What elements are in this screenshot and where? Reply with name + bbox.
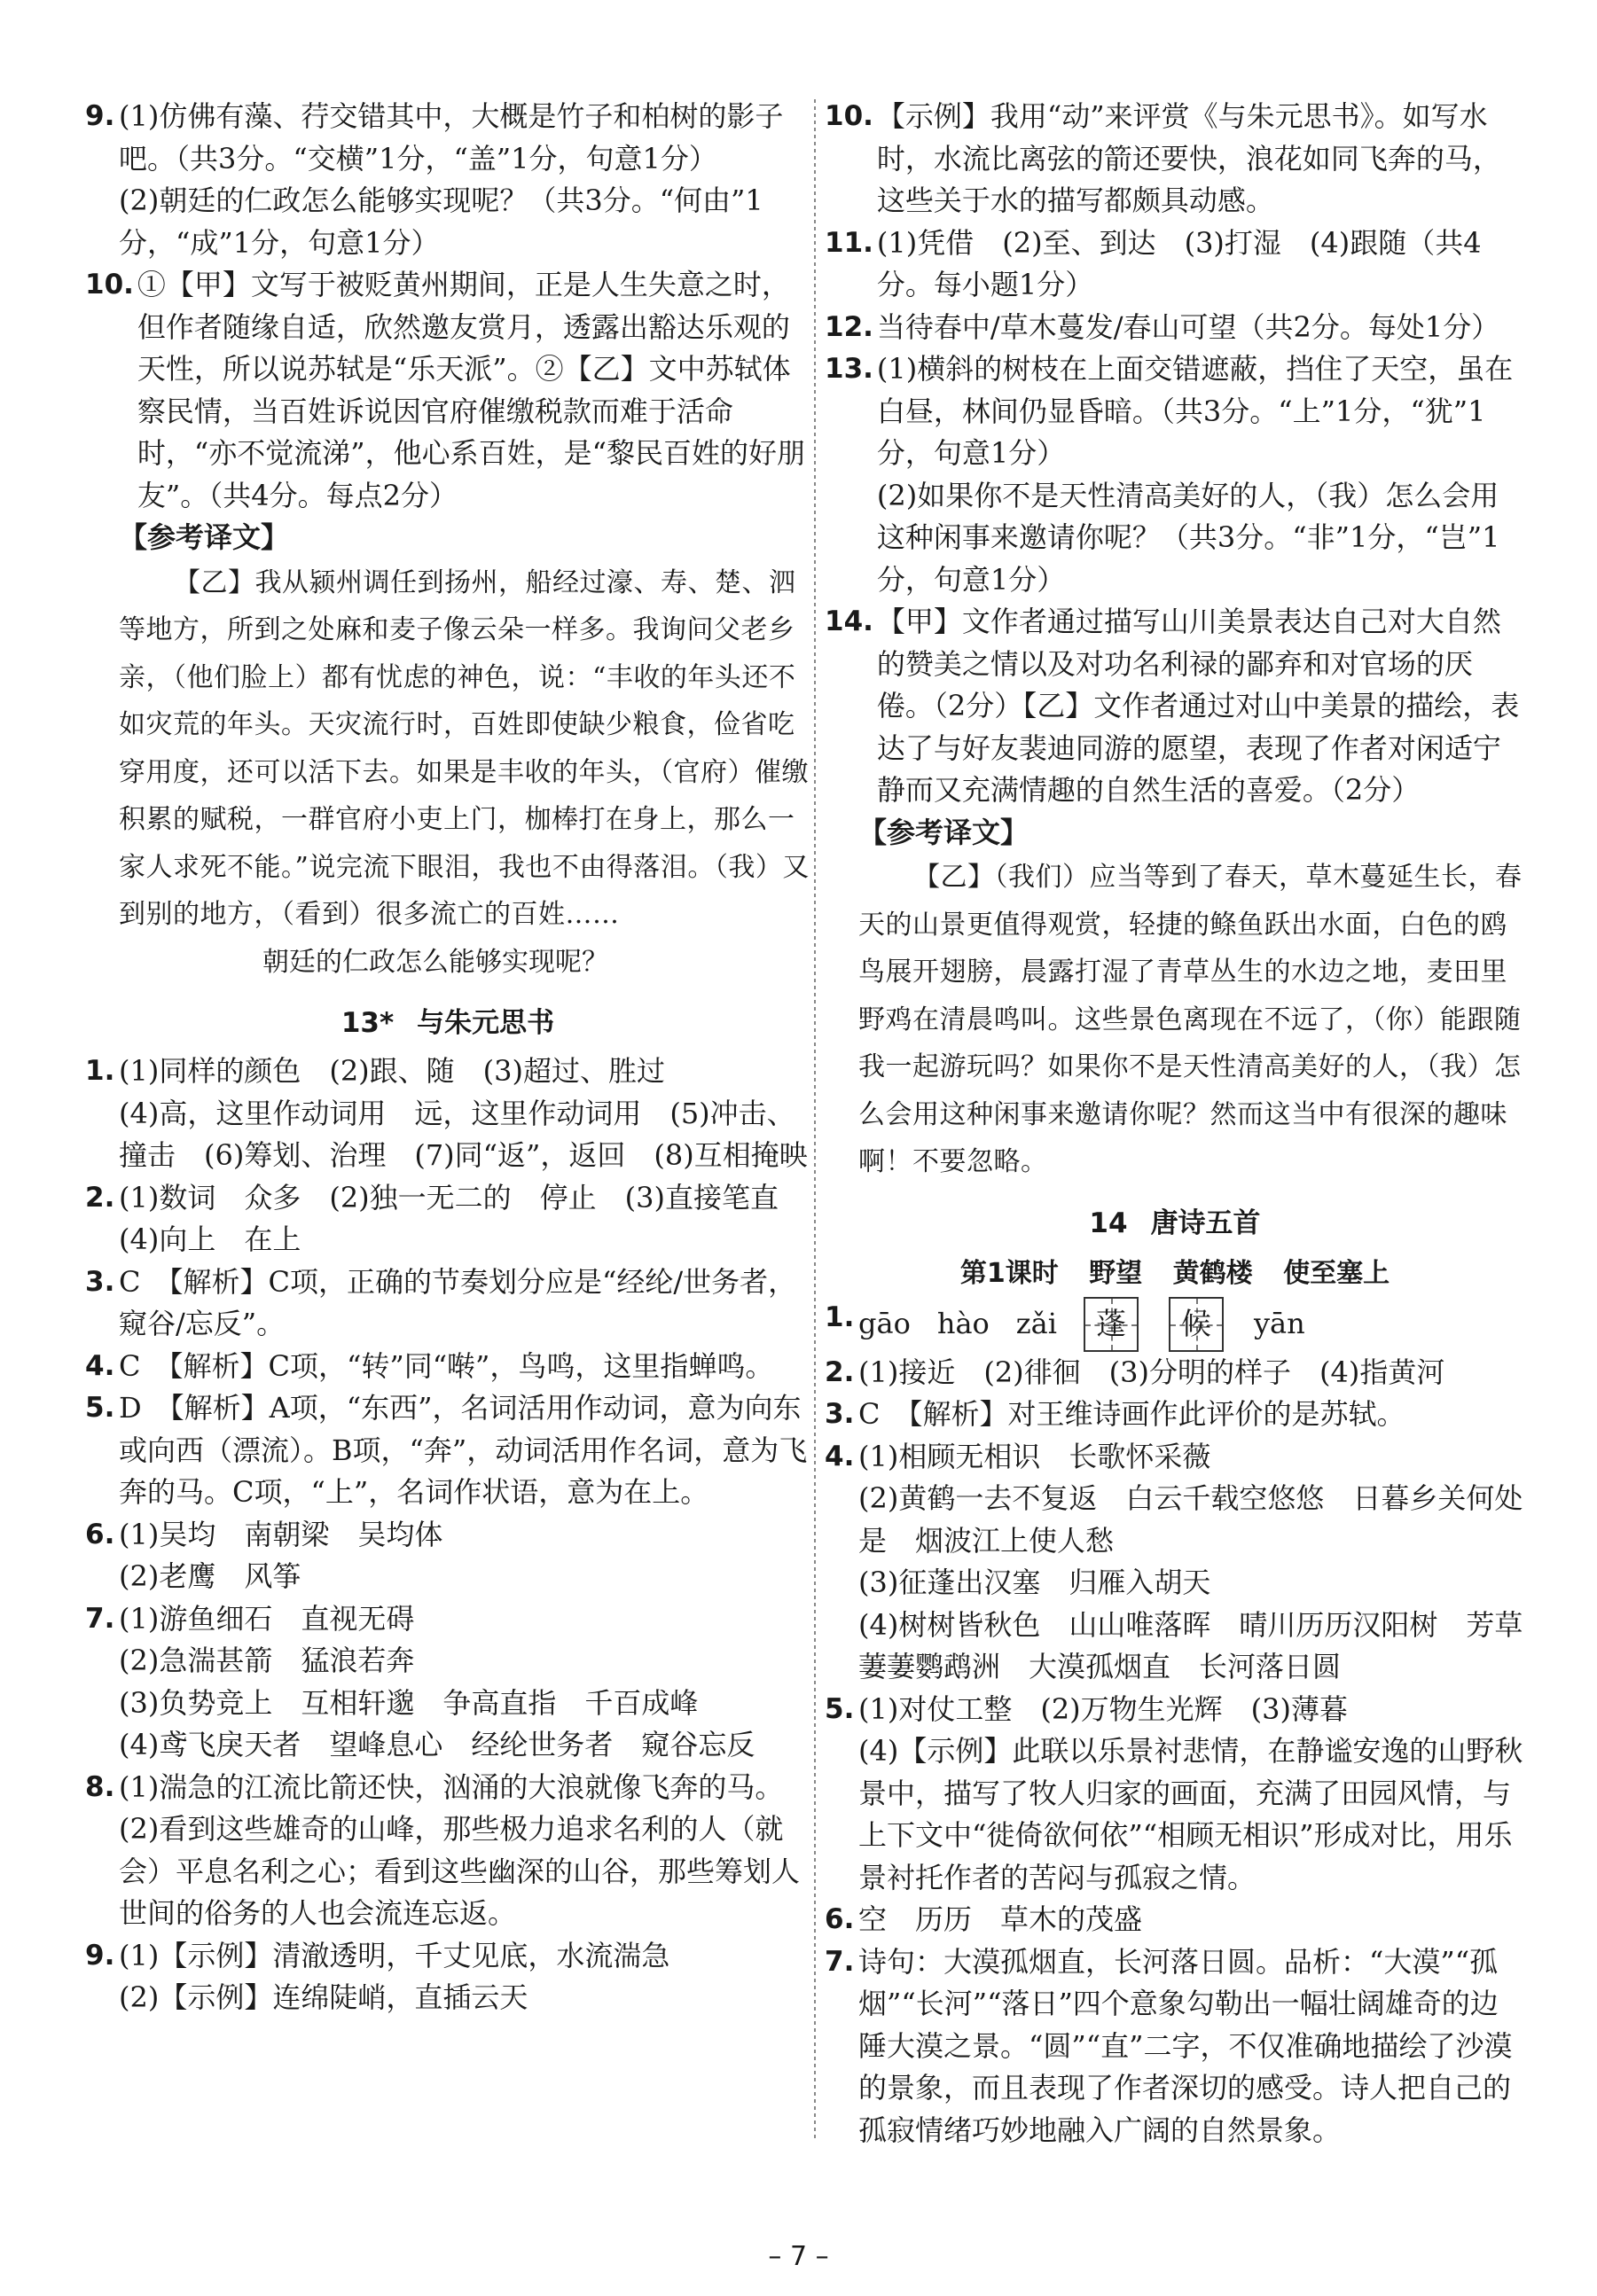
lesson-subtitle [825, 1251, 1525, 1290]
answer-text: (4)树树皆秋色 山山唯落晖 晴川历历汉阳树 芳草萋萋鹦鹉洲 大漠孤烟直 长河落日圆 [858, 1607, 1523, 1683]
answer-text: C 【解析】C项，“转”同“啭”，鸟鸣，这里指蝉鸣。 [119, 1348, 774, 1383]
question-number: 3. [825, 1398, 855, 1430]
s13-answer-2 [85, 1177, 810, 1261]
poem-title: 黄鹤楼 [1172, 1257, 1253, 1289]
section-number: 14 [1089, 1207, 1128, 1239]
answer-text: 诗句：大漠孤烟直，长河落日圆。品析：“大漠”“孤烟”“长河”“落日”四个意象勾勒出一幅壮阔雄奇的边陲大漠之景。“圆”“直”二字，不仅准确地描绘了沙漠的景象，而且表现了作者深切的感受。诗人把自己的孤寂情绪巧妙地融入广阔的自然景象。 [858, 1944, 1513, 2147]
answer-text: (2)如果你不是天性清高美好的人，（我）怎么会用这种闲事来邀请你呢？（共3分。“非”1分，“岂”1分，句意1分） [876, 478, 1500, 597]
s13-answer-7 [85, 1598, 810, 1767]
answer-text: (2)急湍甚箭 猛浪若奔 [119, 1644, 415, 1677]
reference-translation-end: 朝廷的仁政怎么能够实现呢？ [262, 946, 608, 978]
left-column [85, 96, 810, 2019]
answer-10-right [825, 96, 1525, 223]
s13-answer-9 [85, 1935, 810, 2019]
answer-text: C 【解析】对王维诗画作此评价的是苏轼。 [858, 1397, 1405, 1431]
question-number: 7. [825, 1945, 855, 1978]
lesson-label: 第1课时 [959, 1257, 1059, 1289]
s14-answer-5 [825, 1689, 1525, 1900]
question-number: 6. [825, 1903, 855, 1935]
answer-text: (1)吴均 南朝梁 吴均体 [119, 1517, 443, 1551]
character: 蓬 [1095, 1306, 1126, 1342]
right-column [825, 96, 1525, 2152]
column-divider [814, 99, 816, 2138]
answer-9 [85, 96, 810, 264]
question-number: 4. [85, 1349, 115, 1382]
question-number: 9. [85, 1939, 115, 1972]
question-number: 5. [825, 1692, 855, 1725]
answer-10 [85, 264, 810, 517]
answer-text: (2)【示例】连绵陡峭，直插云天 [119, 1980, 528, 2014]
s14-answer-3 [825, 1394, 1525, 1436]
pinyin: yān [1253, 1306, 1305, 1340]
poem-title: 使至塞上 [1283, 1257, 1390, 1289]
answer-text: 空 历历 草木的茂盛 [858, 1902, 1143, 1936]
answer-text: (1)横斜的树枝在上面交错遮蔽，挡住了天空，虽在白昼，林间仍显昏暗。（共3分。“上”1分，“犹”1分，句意1分） [876, 352, 1514, 470]
answer-text: (4)【示例】此联以乐景衬悲情，在静谧安逸的山野秋景中，描写了牧人归家的画面，充满了田园风情，与上下文中“徙倚欲何依”“相顾无相识”形成对比，用乐景衬托作者的苦闷与孤寂之情。 [858, 1734, 1523, 1894]
pinyin: zǎi [1015, 1306, 1057, 1340]
question-number: 1. [85, 1055, 115, 1087]
s14-answer-6 [825, 1899, 1525, 1941]
question-number: 14. [825, 605, 873, 637]
answer-12 [825, 307, 1525, 349]
answer-text: (2)黄鹤一去不复返 白云千载空悠悠 日暮乡关何处是 烟波江上使人愁 [858, 1481, 1523, 1558]
answer-text: (1)同样的颜色 (2)跟、随 (3)超过、胜过 [119, 1054, 665, 1088]
answer-text: (1)湍急的江流比箭还快，汹涌的大浪就像飞奔的马。 [119, 1769, 784, 1804]
question-number: 9. [85, 100, 115, 132]
section-title-14 [825, 1200, 1525, 1240]
section-title-13 [85, 1000, 810, 1040]
character: 候 [1180, 1306, 1211, 1342]
question-number: 13. [825, 353, 873, 385]
answer-11 [825, 223, 1525, 307]
answer-text: 【示例】我用“动”来评赏《与朱元思书》。如写水时，水流比离弦的箭还要快，浪花如同飞奔的马，这些关于水的描写都颇具动感。 [876, 99, 1501, 217]
answer-text: (2)老鹰 风筝 [119, 1559, 301, 1593]
character-grid-box [1084, 1297, 1139, 1352]
question-number: 7. [85, 1602, 115, 1635]
answer-text: (4)鸢飞戾天者 望峰息心 经纶世务者 窥谷忘反 [119, 1728, 755, 1761]
reference-translation: 【乙】我从颍州调任到扬州，船经过濠、寿、楚、泗等地方，所到之处麻和麦子像云朵一样多。我询问父老乡亲，（他们脸上）都有忧虑的神色，说：“丰收的年头还不如灾荒的年头。天灾流行时，百姓即使缺少粮食，俭省吃穿用度，还可以活下去。如果是丰收的年头，（官府）催缴积累的赋税，一群官府小吏上门，枷棒打在身上，那么一家人求死不能。”说完流下眼泪，我也不由得落泪。（我）又到别的地方，（看到）很多流亡的百姓…… [119, 566, 810, 930]
question-number: 2. [85, 1181, 115, 1214]
answer-text: 当待春中/草木蔓发/春山可望（共2分。每处1分） [876, 309, 1500, 344]
s14-answer-2 [825, 1352, 1525, 1394]
s14-answer-4 [825, 1436, 1525, 1689]
answer-13 [825, 348, 1525, 601]
question-number: 1. [825, 1300, 855, 1333]
answer-text: (3)负势竞上 互相轩邈 争高直指 千百成峰 [119, 1685, 699, 1720]
question-number: 10. [85, 269, 134, 301]
question-number: 5. [85, 1392, 115, 1424]
s14-answer-7 [825, 1941, 1525, 2152]
reference-translation-label: 【参考译文】 [858, 815, 1029, 849]
question-number: 8. [85, 1770, 115, 1803]
poem-title: 野望 [1089, 1257, 1143, 1289]
answer-text: (1)接近 (2)徘徊 (3)分明的样子 (4)指黄河 [858, 1355, 1445, 1389]
question-number: 6. [85, 1518, 115, 1550]
section-number: 13* [341, 1007, 395, 1039]
answer-text: ①【甲】文写于被贬黄州期间，正是人生失意之时，但作者随缘自适，欣然邀友赏月，透露出豁达乐观的天性，所以说苏轼是“乐天派”。②【乙】文中苏轼体察民情，当百姓诉说因官府催缴税款而难于活命时，“亦不觉流涕”，他心系百姓，是“黎民百姓的好朋友”。（共4分。每点2分） [137, 268, 806, 512]
section-name: 唐诗五首 [1150, 1207, 1261, 1239]
answer-text: 【甲】文作者通过描写山川美景表达自己对大自然的赞美之情以及对功名利禄的鄙弃和对官场的厌倦。（2分）【乙】文作者通过对山中美景的描绘，表达了与好友裴迪同游的愿望，表现了作者对闲适宁静而又充满情趣的自然生活的喜爱。（2分） [876, 605, 1520, 807]
s13-answer-5 [85, 1387, 810, 1514]
answer-text: (1)【示例】清澈透明，千丈见底，水流湍急 [119, 1938, 670, 1972]
question-number: 3. [85, 1265, 115, 1298]
answer-text: (3)征蓬出汉塞 归雁入胡天 [858, 1566, 1211, 1599]
answer-text: (1)游鱼细石 直视无碍 [119, 1601, 415, 1636]
page-number: – 7 – [768, 2241, 829, 2272]
question-number: 4. [825, 1440, 855, 1472]
s14-answer-1 [825, 1297, 1525, 1352]
s13-answer-8 [85, 1767, 810, 1935]
answer-text: (1)对仗工整 (2)万物生光辉 (3)薄暮 [858, 1691, 1348, 1726]
s13-answer-4 [85, 1346, 810, 1388]
s13-answer-6 [85, 1514, 810, 1598]
question-number: 11. [825, 226, 873, 259]
s13-answer-1 [85, 1050, 810, 1177]
answer-text: (1)仿佛有藻、荇交错其中，大概是竹子和柏树的影子吧。（共3分。“交横”1分，“盖”1分，句意1分） [119, 99, 784, 176]
answer-text: (2)朝廷的仁政怎么能够实现呢？（共3分。“何由”1分，“成”1分，句意1分） [119, 184, 763, 260]
character-grid-box [1169, 1297, 1224, 1352]
answer-text: (4)高，这里作动词用 远，这里作动词用 (5)冲击、撞击 (6)筹划、治理 (7)同“返”，返回 (8)互相掩映 [119, 1096, 808, 1172]
pinyin: hào [936, 1306, 990, 1340]
question-number: 10. [825, 100, 873, 132]
answer-text: (1)凭借 (2)至、到达 (3)打湿 (4)跟随（共4分。每小题1分） [876, 225, 1482, 301]
reference-translation: 【乙】（我们）应当等到了春天，草木蔓延生长，春天的山景更值得观赏，轻捷的鲦鱼跃出水面，白色的鸥鸟展开翅膀，晨露打湿了青草丛生的水边之地，麦田里野鸡在清晨鸣叫。这些景色离现在不远了，（你）能跟随我一起游玩吗？如果你不是天性清高美好的人，（我）怎么会用这种闲事来邀请你呢？然而这当中有很深的趣味啊！不要忽略。 [858, 862, 1523, 1177]
answer-text: (1)数词 众多 (2)独一无二的 停止 (3)直接笔直 (4)向上 在上 [119, 1180, 808, 1256]
question-number: 2. [825, 1355, 855, 1388]
answer-text: D 【解析】A项，“东西”，名词活用作动词，意为向东或向西（漂流）。B项，“奔”，动词活用作名词，意为飞奔的马。C项，“上”，名词作状语，意为在上。 [119, 1391, 808, 1509]
answer-14 [825, 601, 1525, 812]
pinyin: gāo [858, 1306, 911, 1340]
s13-answer-3 [85, 1261, 810, 1346]
question-number: 12. [825, 310, 873, 343]
answer-text: (1)相顾无相识 长歌怀采薇 [858, 1439, 1211, 1473]
answer-text: C 【解析】C项，正确的节奏划分应是“经纶/世务者，窥谷/忘反”。 [119, 1264, 797, 1340]
answer-text: (2)看到这些雄奇的山峰，那些极力追求名利的人（就会）平息名利之心；看到这些幽深的山谷，那些筹划人世间的俗务的人也会流连忘返。 [119, 1812, 801, 1930]
section-name: 与朱元思书 [417, 1007, 555, 1039]
reference-translation-label: 【参考译文】 [119, 520, 290, 554]
